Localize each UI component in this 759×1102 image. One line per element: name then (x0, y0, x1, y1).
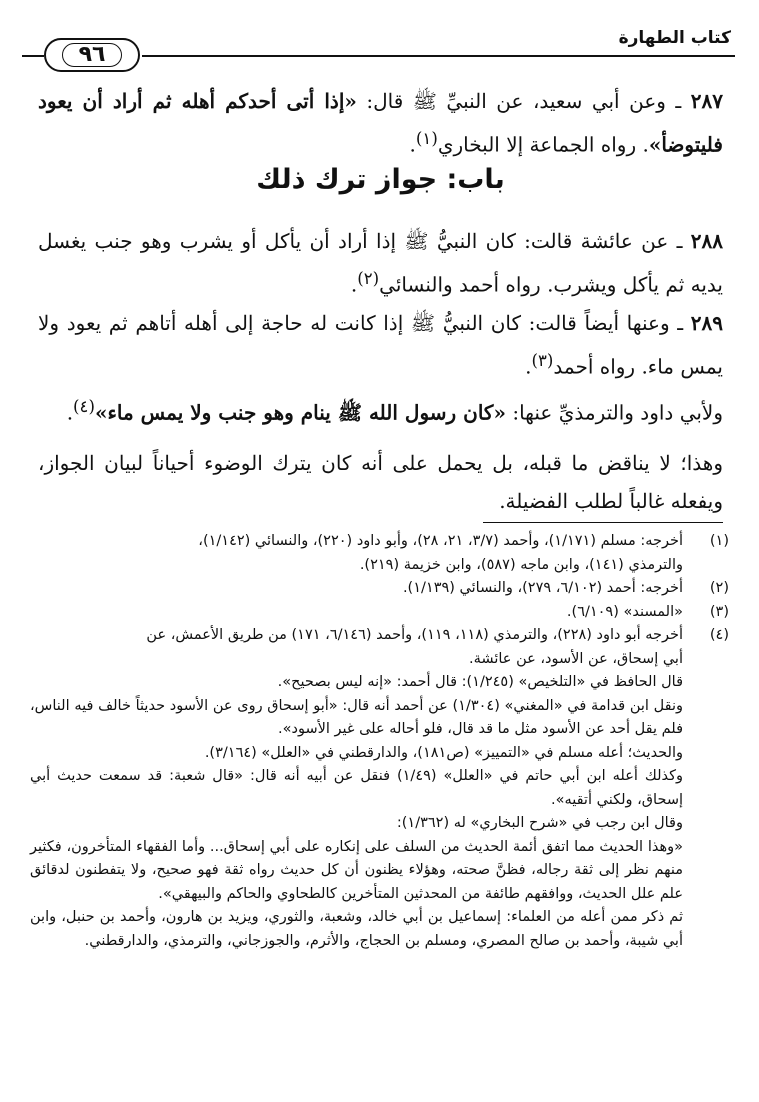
footnote-separator (483, 522, 723, 523)
header-rule-left (22, 55, 44, 57)
footnote-2 (30, 577, 729, 601)
footnote-body (30, 624, 683, 671)
book-title: كتاب الطهارة (618, 28, 731, 48)
footnote-ref: (٤) (73, 397, 95, 416)
hadith-text: ـ عن عائشة قالت: كان النبيُّ ﷺ إذا أراد أن يأكل أو يشرب وهو جنب يغسل يديه ثم يأكل ويشرب. رواه أحمد والنسائي (38, 229, 723, 297)
footnote-continuation: وكذلك أعله ابن أبي حاتم في «العلل» (١/٤٩) فنقل عن أبيه أنه قال: «قال شعبة: قد سمعت حديث أبي إسحاق، ولكني أتقيه». (30, 768, 684, 808)
hadith-intro: ـ وعن أبي سعيد، عن النبيِّ ﷺ قال: (356, 89, 682, 113)
footnote-continuation: ثم ذكر ممن أعله من العلماء: إسماعيل بن أبي خالد، وشعبة، والثوري، ويزيد بن هارون، وأحمد بن حنبل، وابن أبي شيبة، وأحمد بن صالح المصري، ومسلم بن الحجاج، والأثرم، والجوزجاني، والترمذي، والدارقطني. (30, 909, 683, 949)
footnote-1 (30, 530, 729, 577)
footnote-continuation: وقال ابن رجب في «شرح البخاري» له (١/٣٦٢): (396, 815, 683, 831)
footnote-3 (30, 601, 729, 625)
commentary-paragraph: وهذا؛ لا يناقض ما قبله، بل يحمل على أنه كان يترك الوضوء أحياناً لبيان الجواز، ويفعله غالباً لطلب الفضيلة. (38, 451, 723, 513)
footnote-mark: (٤) (709, 627, 729, 643)
chapter-title: باب: جواز ترك ذلك (256, 164, 505, 195)
hadith-number: ٢٨٩ (690, 311, 724, 335)
footnote-line: «المسند» (٦/١٠٩). (566, 603, 683, 620)
hadith-289: ٢٨٩ ـ وعنها أيضاً قالت: كان النبيُّ ﷺ إذا كانت له حاجة إلى أهله أتاهم ثم يعود ولا يمس ماء. رواه أحمد$^{(٣)}$. (38, 311, 724, 379)
footnote-body (30, 601, 683, 625)
hadith-text: ـ وعنها أيضاً قالت: كان النبيُّ ﷺ إذا كانت له حاجة إلى أهله أتاهم ثم يعود ولا يمس ماء. رواه أحمد (38, 311, 723, 379)
hadith-number: ٢٨٨ (690, 229, 723, 253)
footnote-line: أخرجه: مسلم (١/١٧١)، وأحمد (٣/٧، ٢١، ٢٨)، وأبو داود (٢٢٠)، والنسائي (١/١٤٢)، (198, 533, 683, 549)
footnote-ref: (١) (415, 129, 438, 148)
footnote-continuation: «وهذا الحديث مما اتفق أئمة الحديث من السلف على إنكاره على أبي إسحاق... وأما الفقهاء المتأخرون، فكثير منهم نظر إلى ثقة رجاله، فظنَّ صحته، وهؤلاء يظنون أن كل حديث رواه ثقة فهو صحيح، ولا يتفطنون لدقائق علم علل الحديث، ووافقهم طائفة من المحدثين المتأخرين كالطحاوي والحاكم والبيهقي». (30, 838, 683, 902)
footnote-body (30, 530, 683, 577)
footnote-line: أبي إسحاق، عن الأسود، عن عائشة. (469, 650, 683, 667)
footnote-mark: (٢) (709, 580, 729, 596)
page-header (22, 22, 735, 70)
footnote-line: أخرجه: أحمد (٦/١٠٢، ٢٧٩)، والنسائي (١/١٣٩). (402, 580, 683, 596)
footnote-continuation: قال الحافظ في «التلخيص» (١/٢٤٥): قال أحمد: «إنه ليس بصحيح». (277, 674, 683, 690)
footnote-mark: (١) (709, 533, 729, 549)
footnote-4 (30, 624, 729, 671)
footnote-continuation: والحديث؛ أعله مسلم في «التمييز» (ص١٨١)، والدارقطني في «العلل» (٣/١٦٤). (204, 744, 683, 761)
hadith-287: ٢٨٧ ـ وعن أبي سعيد، عن النبيِّ ﷺ قال: «إذا أتى أحدكم أهله ثم أراد أن يعود فليتوضأ». رواه الجماعة إلا البخاري$^{(١)}$. (38, 89, 723, 157)
footnote-mark: (٣) (709, 603, 729, 620)
page-number: ٩٦ (62, 43, 123, 67)
footnote-line: والترمذي (١٤١)، وابن ماجه (٥٨٧)، وابن خزيمة (٢١٩). (359, 556, 683, 573)
footnote-line: أخرجه أبو داود (٢٢٨)، والترمذي (١١٨، ١١٩)، وأحمد (٦/١٤٦، ١٧١) من طريق الأعمش، عن (146, 627, 683, 643)
page-number-badge (44, 38, 140, 72)
footnote-continuation: ونقل ابن قدامة في «المغني» (١/٣٠٤) عن أحمد أنه قال: «أبو إسحاق روى عن الأسود حديثاً خالف فيه الناس، فلم يقل أحد عن الأسود مثل ما قد قال، فلو أحاله على غير الأسود». (30, 697, 683, 737)
footnote-ref: (٣) (531, 351, 554, 370)
paragraph-quote: «كان رسول الله ﷺ ينام وهو جنب ولا يمس ماء» (95, 400, 506, 425)
footnotes (30, 530, 729, 953)
hadith-tail: . رواه الجماعة إلا البخاري (437, 132, 649, 157)
footnote-ref: (٢) (357, 269, 380, 288)
hadith-quote: «إذا أتى أحدكم أهله ثم أراد أن يعود فليتوضأ» (38, 89, 723, 157)
footnote-body (30, 577, 683, 601)
hadith-288: ٢٨٨ ـ عن عائشة قالت: كان النبيُّ ﷺ إذا أراد أن يأكل أو يشرب وهو جنب يغسل يديه ثم يأكل ويشرب. رواه أحمد والنسائي$^{(٢)}$. (38, 229, 723, 297)
hadith-number: ٢٨٧ (690, 89, 723, 113)
abu-dawud-paragraph: ولأبي داود والترمذيِّ عنها: «كان رسول الله ﷺ ينام وهو جنب ولا يمس ماء»$^{(٤)}$. (66, 397, 723, 425)
header-rule (142, 55, 735, 57)
paragraph-intro: ولأبي داود والترمذيِّ عنها: (505, 400, 723, 425)
